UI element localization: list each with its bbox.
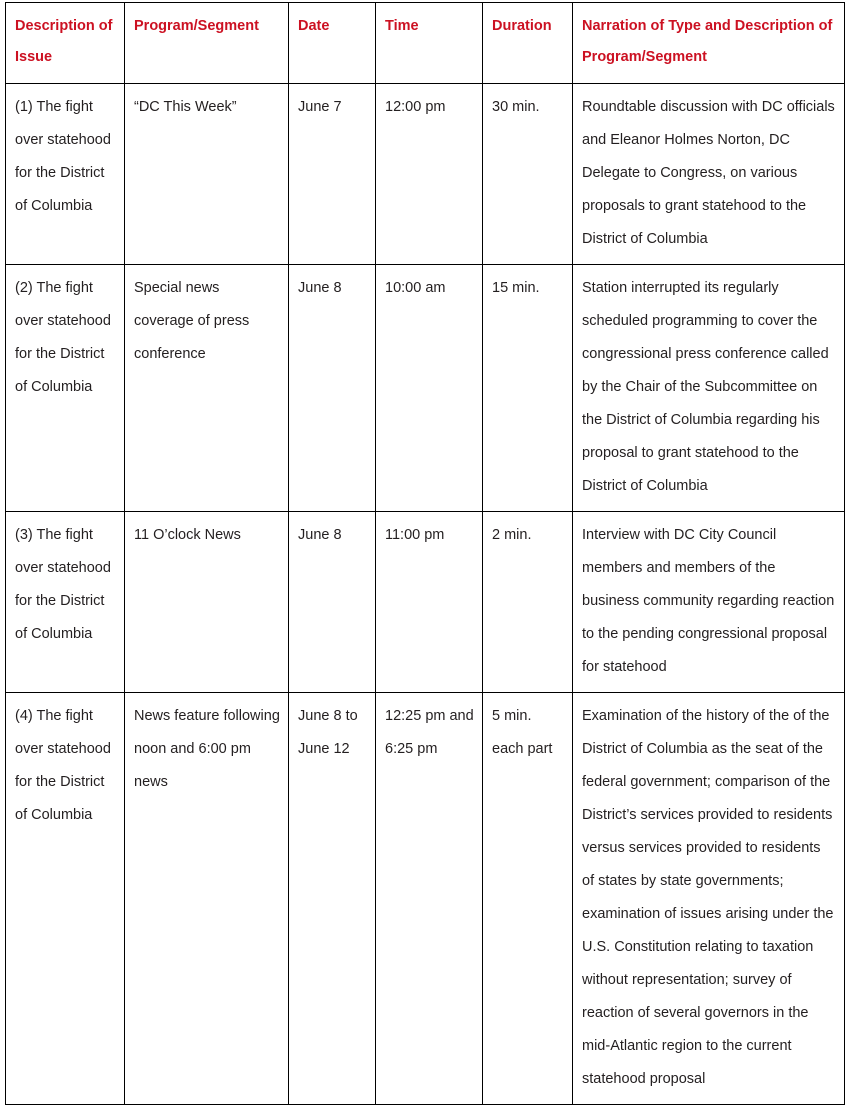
column-header-narration: Narration of Type and Description of Program/Segment xyxy=(573,3,845,84)
cell-time: 12:00 pm xyxy=(376,84,483,265)
cell-program: 11 O’clock News xyxy=(125,512,289,693)
column-header-program-segment: Program/Segment xyxy=(125,3,289,84)
table-row xyxy=(6,512,845,693)
table-header-row xyxy=(6,3,845,84)
cell-duration: 5 min. each part xyxy=(483,693,573,1105)
column-header-description-of-issue: Description of Issue xyxy=(6,3,125,84)
cell-date: June 8 xyxy=(289,265,376,512)
cell-time: 12:25 pm and 6:25 pm xyxy=(376,693,483,1105)
column-header-duration: Duration xyxy=(483,3,573,84)
cell-description: (1) The fight over statehood for the District of Columbia xyxy=(6,84,125,265)
cell-program: “DC This Week” xyxy=(125,84,289,265)
cell-time: 10:00 am xyxy=(376,265,483,512)
cell-duration: 2 min. xyxy=(483,512,573,693)
table-row xyxy=(6,265,845,512)
issues-programs-table xyxy=(5,2,845,1105)
cell-program: Special news coverage of press conference xyxy=(125,265,289,512)
cell-date: June 7 xyxy=(289,84,376,265)
table-row xyxy=(6,84,845,265)
table-header xyxy=(6,3,845,84)
column-header-date: Date xyxy=(289,3,376,84)
cell-date: June 8 to June 12 xyxy=(289,693,376,1105)
cell-narration: Station interrupted its regularly scheduled programming to cover the congressional press conference called by the Chair of the Subcommittee on the District of Columbia regarding his proposal to grant statehood to the District of Columbia xyxy=(573,265,845,512)
column-header-time: Time xyxy=(376,3,483,84)
table-row xyxy=(6,693,845,1105)
cell-duration: 15 min. xyxy=(483,265,573,512)
cell-description: (4) The fight over statehood for the District of Columbia xyxy=(6,693,125,1105)
cell-description: (3) The fight over statehood for the District of Columbia xyxy=(6,512,125,693)
cell-program: News feature following noon and 6:00 pm news xyxy=(125,693,289,1105)
cell-description: (2) The fight over statehood for the District of Columbia xyxy=(6,265,125,512)
cell-narration: Interview with DC City Council members and members of the business community regarding reaction to the pending congressional proposal for statehood xyxy=(573,512,845,693)
cell-narration: Examination of the history of the of the District of Columbia as the seat of the federal government; comparison of the District’s services provided to residents versus services provided to residents of states by state governments; examination of issues arising under the U.S. Constitution relating to taxation without representation; survey of reaction of several governors in the mid-Atlantic region to the current statehood proposal xyxy=(573,693,845,1105)
cell-date: June 8 xyxy=(289,512,376,693)
table-body xyxy=(6,84,845,1105)
cell-narration: Roundtable discussion with DC officials and Eleanor Holmes Norton, DC Delegate to Congress, on various proposals to grant statehood to the District of Columbia xyxy=(573,84,845,265)
cell-duration: 30 min. xyxy=(483,84,573,265)
cell-time: 11:00 pm xyxy=(376,512,483,693)
